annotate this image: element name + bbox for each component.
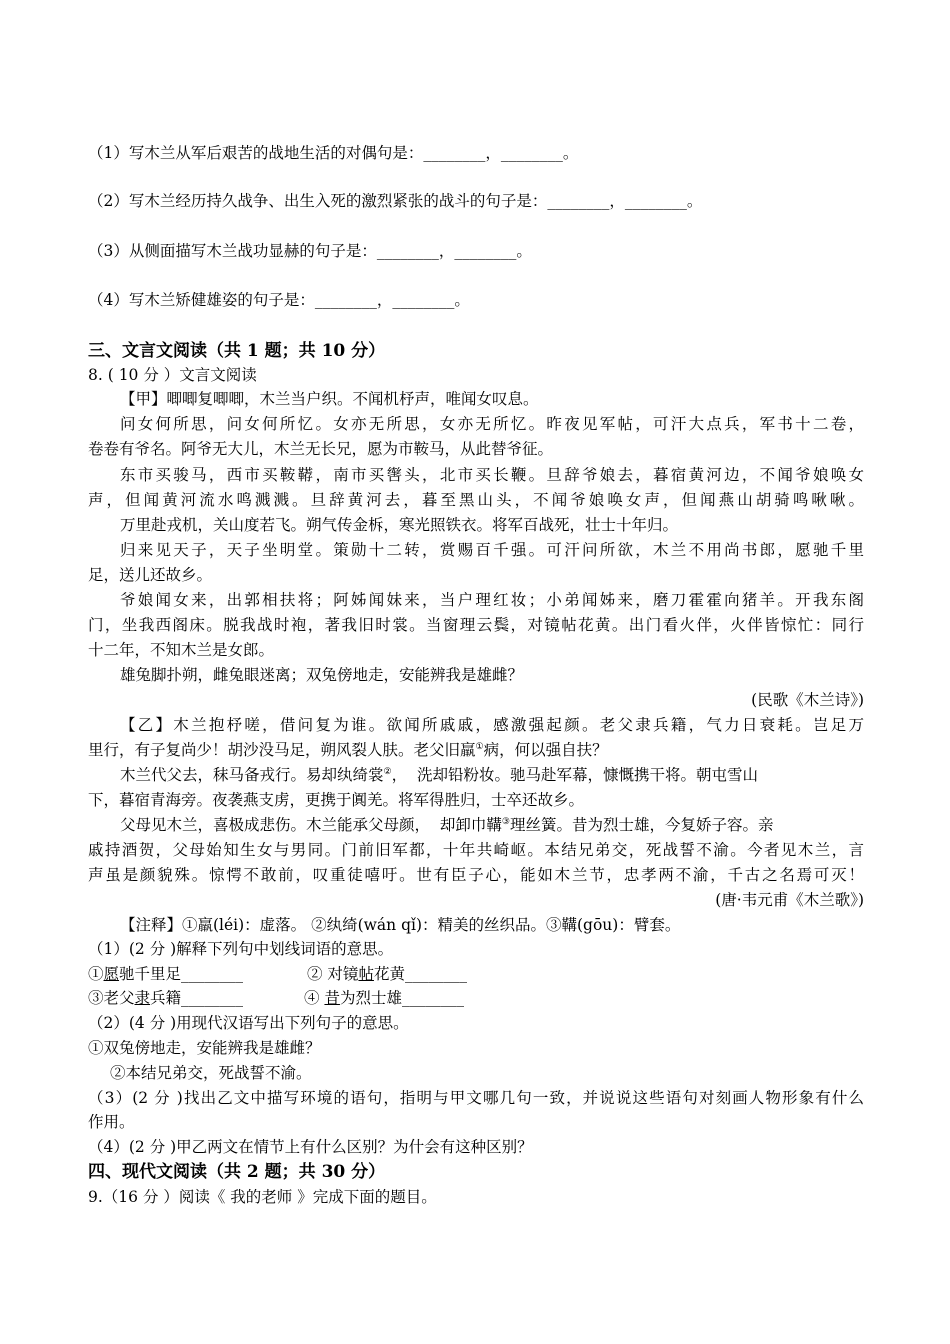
yi-source: (唐·韦元甫《木兰歌》) [715,891,864,909]
yi-text: 理丝簧。昔为烈士雄，今复娇子容。亲 [509,816,774,834]
underlined-word: 隶 [134,989,151,1007]
item-text: 为烈士雄________ [339,989,464,1007]
jia-paragraph-1: 【甲】唧唧复唧唧，木兰当户织。不闻机杼声，唯闻女叹息。 [120,390,539,408]
jia-paragraph-2-line-2: 卷卷有爷名。阿爷无大儿，木兰无长兄，愿为市鞍马，从此替爷征。 [88,440,554,458]
footnote-marker: ③ [501,816,510,827]
sub-question-2-item-a: ①双兔傍地走，安能辨我是雄雌？ [88,1039,321,1057]
jia-paragraph-6-line-3: 十二年，不知木兰是女郎。 [88,641,275,659]
jia-paragraph-3-line-2: 声，但闻黄河流水鸣溅溅。旦辞黄河去，暮至黑山头，不闻爷娘唤女声，但闻燕山胡骑鸣啾啾。 [88,491,864,509]
footnote-marker: ② [383,766,392,777]
jia-paragraph-6-line-1: 爷娘闻女来，出郭相扶将；阿姊闻妹来，当户理红妆；小弟闻姊来，磨刀霍霍向猪羊。开我东阁 [120,591,864,609]
item-text: 驰千里足________ [119,965,244,983]
section-heading-classical: 三、文言文阅读（共 1 题；共 10 分） [88,341,386,361]
fill-question-1: （1）写木兰从军后艰苦的战地生活的对偶句是：________，________。 [88,144,579,162]
fill-question-3: （3）从侧面描写木兰战功显赫的句子是：________，________。 [88,242,532,260]
sub-question-2-item-b: ②本结兄弟交，死战誓不渝。 [110,1064,312,1082]
yi-text: 父母见木兰，喜极成悲伤。木兰能承父母颜， 却卸巾鞲 [120,816,502,834]
yi-paragraph-3-line-1 [120,813,864,837]
fill-question-4: （4）写木兰矫健雄姿的句子是：________，________。 [88,291,470,309]
yi-paragraph-2-line-1 [120,763,864,787]
footnote-marker: ① [475,741,484,752]
annotation-note: 【注释】①羸(léi)：虚落。 ②纨绮(wán qǐ)：精美的丝织品。③鞲(gōu)：臂套。 [120,916,681,934]
jia-paragraph-3-line-1: 东市买骏马，西市买鞍鞯，南市买辔头，北市买长鞭。旦辞爷娘去，暮宿黄河边，不闻爷娘唤女 [120,466,864,484]
yi-paragraph-1-line-2 [88,738,608,762]
yi-text: 木兰代父去，秣马备戎行。易却纨绮裳 [120,766,384,784]
fill-question-2: （2）写木兰经历持久战争、出生入死的激烈紧张的战斗的句子是：________，________。 [88,192,703,210]
jia-paragraph-4: 万里赴戎机，关山度若飞。朔气传金柝，寒光照铁衣。将军百战死，壮士十年归。 [120,516,679,534]
jia-source: (民歌《木兰诗》) [751,691,864,709]
item-marker: ② 对镜 [307,965,359,983]
jia-paragraph-5-line-1: 归来见天子，天子坐明堂。策勋十二转，赏赐百千强。可汗问所欲，木兰不用尚书郎，愿驰千里 [120,541,864,559]
section-heading-modern: 四、现代文阅读（共 2 题；共 30 分） [88,1162,386,1182]
item-marker: ④ [304,989,325,1007]
underlined-word: 愿 [103,965,120,983]
yi-paragraph-2-line-2: 下，暮宿青海旁。夜袭燕支虏，更携于阗羌。将军得胜归，士卒还故乡。 [88,791,585,809]
yi-text: 里行，有子复尚少！胡沙没马足，朔风裂人肤。老父旧羸 [88,741,476,759]
sub-question-3-line-1: （3）(2 分 )找出乙文中描写环境的语句，指明与甲文哪几句一致，并说说这些语句对刻画人物形象有什么 [88,1089,864,1107]
sub-question-3-line-2: 作用。 [88,1113,135,1131]
yi-paragraph-3-line-2: 戚持酒贺，父母始知生女与男同。门前旧军都，十年共崎岖。本结兄弟交，死战誓不渝。今者见木兰，言 [88,841,864,859]
yi-paragraph-1-line-1: 【乙】木兰抱杼嗟，借问复为谁。欲闻所戚戚，感激强起颜。老父隶兵籍，气力日衰耗。岂足万 [120,716,864,734]
jia-paragraph-2-line-1: 问女何所思，问女何所忆。女亦无所思，女亦无所忆。昨夜见军帖，可汗大点兵，军书十二卷， [120,415,864,433]
sub-question-2-title: （2）(4 分 )用现代汉语写出下列句子的意思。 [88,1014,409,1032]
item-marker: ① [88,965,104,983]
underlined-word: 昔 [324,989,340,1007]
underlined-word: 帖 [358,965,374,983]
yi-text: 病，何以强自扶？ [483,741,608,759]
sub-question-1-item-d [304,986,464,1010]
item-marker: ③老父 [88,989,135,1007]
item-text: 兵籍________ [150,989,244,1007]
question-8-title: 8. ( 10 分 ）文言文阅读 [88,366,257,384]
sub-question-1-item-c [88,986,243,1010]
jia-paragraph-6-line-2: 门，坐我西阁床。脱我战时袍，著我旧时裳。当窗理云鬓，对镜帖花黄。出门看火伴，火伴皆惊忙：同行 [88,616,864,634]
sub-question-1-item-b [307,962,467,986]
item-text: 花黄________ [373,965,467,983]
question-9-title: 9.（16 分 ）阅读《 我的老师 》完成下面的题目。 [88,1188,437,1206]
yi-paragraph-3-line-3: 声虽是颜貌殊。惊愕不敢前，叹重徒嘻吁。世有臣子心，能如木兰节，忠孝两不渝，千古之名焉可灭！ [88,866,864,884]
jia-paragraph-5-line-2: 足，送儿还故乡。 [88,566,213,584]
sub-question-1-title: （1）(2 分 )解释下列句中划线词语的意思。 [88,940,394,958]
jia-paragraph-7: 雄兔脚扑朔，雌兔眼迷离；双兔傍地走，安能辨我是雄雌？ [120,666,524,684]
yi-text: ， 洗却铅粉妆。驰马赴军幕，慷慨携干将。朝屯雪山 [391,766,758,784]
sub-question-1-item-a [88,962,243,986]
sub-question-4: （4）(2 分 )甲乙两文在情节上有什么区别？为什会有这种区别？ [88,1138,533,1156]
